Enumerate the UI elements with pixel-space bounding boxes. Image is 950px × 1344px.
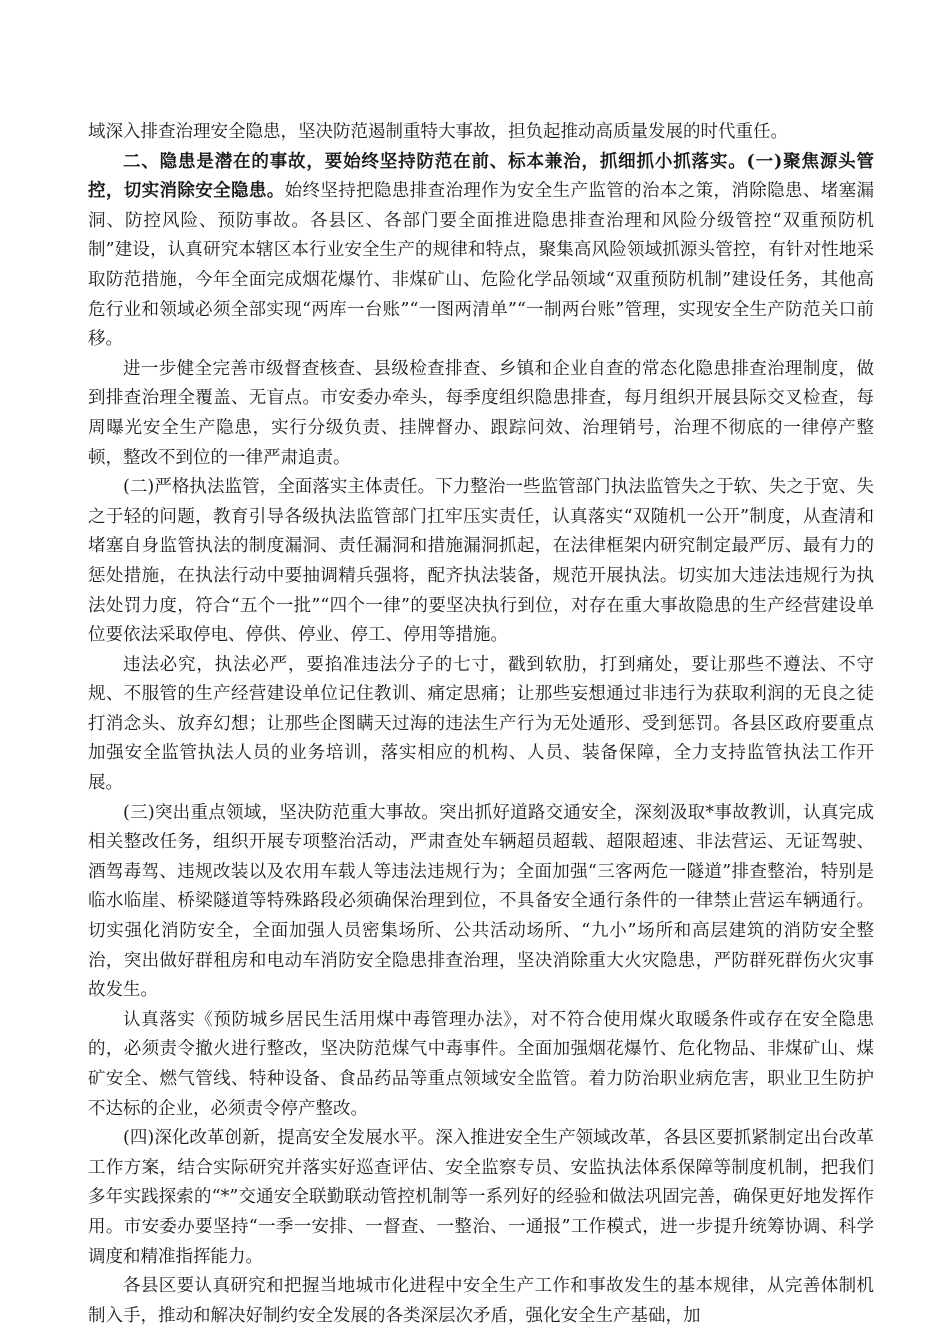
document-body [88,118,874,1331]
paragraph-text: 各县区要认真研究和把握当地城市化进程中安全生产工作和事故发生的基本规律，从完善体制机制入手，推动和解决好制约安全发展的各类深层次矛盾，强化安全生产基础，加 [88,1276,874,1326]
section-heading: 二、隐患是潜在的事故，要始终坚持防范在前、标本兼治，抓细抓小抓落实。(一)聚焦源头管控，切实消除安全隐患。 [88,151,874,202]
paragraph [88,1124,874,1272]
paragraph [88,118,874,148]
paragraph-text: 始终坚持把隐患排查治理作为安全生产监管的治本之策，消除隐患、堵塞漏洞、防控风险、预防事故。各县区、各部门要全面推进隐患排查治理和风险分级管控“双重预防机制”建设，认真研究本辖区本行业安全生产的规律和特点，聚集高风险领域抓源头管控，有针对性地采取防范措施，今年全面完成烟花爆竹、非煤矿山、危险化学品领域“双重预防机制”建设任务，其他高危行业和领域必须全部实现“两库一台账”“一图两清单”“一制两台账”管理，实现安全生产防范关口前移。 [88,181,874,350]
paragraph-text: 认真落实《预防城乡居民生活用煤中毒管理办法》，对不符合使用煤火取暖条件或存在安全隐患的，必须责令撤火进行整改，坚决防范煤气中毒事件。全面加强烟花爆竹、危化物品、非煤矿山、煤矿安全、燃气管线、特种设备、食品药品等重点领域安全监管。着力防治职业病危害，职业卫生防护不达标的企业，必须责令停产整改。 [88,1009,874,1119]
paragraph-text: 进一步健全完善市级督查核查、县级检查排查、乡镇和企业自查的常态化隐患排查治理制度，做到排查治理全覆盖、无盲点。市安委办牵头，每季度组织隐患排查，每月组织开展县际交叉检查，每周曝光安全生产隐患，实行分级负责、挂牌督办、跟踪问效、治理销号，治理不彻底的一律停产整顿，整改不到位的一律严肃追责。 [88,358,874,468]
paragraph-text: (三)突出重点领域，坚决防范重大事故。突出抓好道路交通安全，深刻汲取*事故教训，认真完成相关整改任务，组织开展专项整治活动，严肃查处车辆超员超载、超限超速、非法营运、无证驾驶、酒驾毒驾、违规改装以及农用车载人等违法违规行为；全面加强“三客两危一隧道”排查整治，特别是临水临崖、桥梁隧道等特殊路段必须确保治理到位，不具备安全通行条件的一律禁止营运车辆通行。切实强化消防安全，全面加强人员密集场所、公共活动场所、“九小”场所和高层建筑的消防安全整治，突出做好群租房和电动车消防安全隐患排查治理，坚决消除重大火灾隐患，严防群死群伤火灾事故发生。 [88,802,874,1001]
paragraph [88,355,874,473]
paragraph-text: (四)深化改革创新，提高安全发展水平。深入推进安全生产领域改革，各县区要抓紧制定出台改革工作方案，结合实际研究并落实好巡查评估、安全监察专员、安监执法体系保障等制度机制，把我们多年实践探索的“*”交通安全联勤联动管控机制等一系列好的经验和做法巩固完善，确保更好地发挥作用。市安委办要坚持“一季一安排、一督查、一整治、一通报”工作模式，进一步提升统筹协调、科学调度和精准指挥能力。 [88,1128,874,1267]
paragraph [88,1006,874,1124]
paragraph [88,1272,874,1331]
paragraph [88,651,874,799]
paragraph-text: 域深入排查治理安全隐患，坚决防范遏制重特大事故，担负起推动高质量发展的时代重任。 [88,122,788,142]
paragraph-text: (二)严格执法监管，全面落实主体责任。下力整治一些监管部门执法监管失之于软、失之于宽、失之于轻的问题，教育引导各级执法监管部门扛牢压实责任，认真落实“双随机一公开”制度，从查清和堵塞自身监管执法的制度漏洞、责任漏洞和措施漏洞抓起，在法律框架内研究制定最严厉、最有力的惩处措施，在执法行动中要抽调精兵强将，配齐执法装备，规范开展执法。切实加大违法违规行为执法处罚力度，符合“五个一批”“四个一律”的要坚决执行到位，对存在重大事故隐患的生产经营建设单位要依法采取停电、停供、停业、停工、停用等措施。 [88,477,874,646]
paragraph [88,799,874,1006]
paragraph-text: 违法必究，执法必严，要掐准违法分子的七寸，戳到软肋，打到痛处，要让那些不遵法、不守规、不服管的生产经营建设单位记住教训、痛定思痛；让那些妄想通过非违行为获取利润的无良之徒打消念头、放弃幻想；让那些企图瞒天过海的违法生产行为无处遁形、受到惩罚。各县区政府要重点加强安全监管执法人员的业务培训，落实相应的机构、人员、装备保障，全力支持监管执法工作开展。 [88,654,874,794]
paragraph [88,473,874,651]
section-heading-paragraph [88,148,874,355]
